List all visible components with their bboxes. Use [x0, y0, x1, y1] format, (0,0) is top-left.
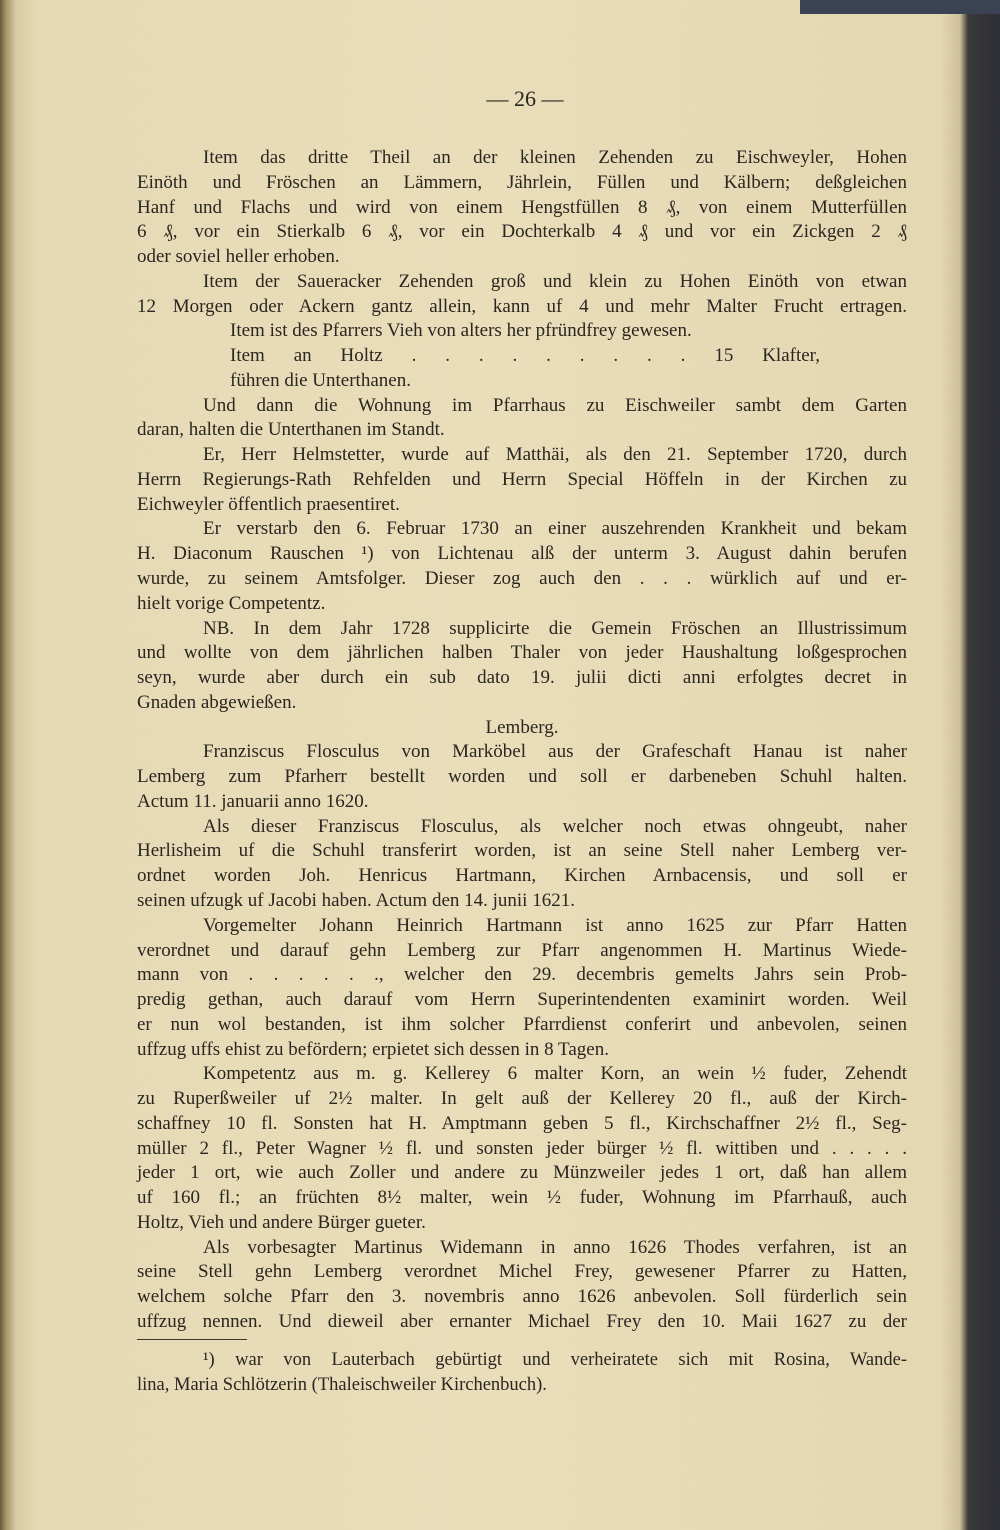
text-line: jeder 1 ort, wie auch Zoller und andere zu Münzweiler jedes 1 ort, daß han allem [137, 1162, 907, 1184]
text-line: predig gethan, auch darauf vom Herrn Superintendenten examinirt worden. Weil [137, 989, 907, 1011]
text-line: mann von . . . . . ., welcher den 29. decembris gemelts Jahrs sein Prob- [137, 964, 907, 986]
text-line: seine Stell gehn Lemberg verordnet Michel Frey, gewesener Pfarrer zu Hatten, [137, 1261, 907, 1283]
text-line: verordnet und darauf gehn Lemberg zur Pfarr angenommen H. Martinus Wiede- [137, 939, 907, 961]
text-line: Item das dritte Theil an der kleinen Zehenden zu Eischweyler, Hohen [203, 147, 907, 168]
text-line: Kompetentz aus m. g. Kellerey 6 malter Korn, an wein ½ fuder, Zehendt [203, 1063, 907, 1085]
text-line: Holtz, Vieh und andere Bürger gueter. [137, 1211, 426, 1233]
text-line: H. Diaconum Rauschen ¹) von Lichtenau alß der unterm 3. August dahin berufen [137, 543, 907, 565]
footnote-rule [137, 1339, 247, 1340]
text-line: seyn, wurde aber durch ein sub dato 19. julii dicti anni erfolgtes decret in [137, 667, 907, 689]
text-line: Er, Herr Helmstetter, wurde auf Matthäi, als den 21. September 1720, durch [203, 444, 907, 466]
text-line: wurde, zu seinem Amtsfolger. Dieser zog auch den . . . würklich auf und er- [137, 568, 907, 590]
text-line: Item ist des Pfarrers Vieh von alters her pfründfrey gewesen. [230, 320, 692, 342]
text-line: Einöth und Fröschen an Lämmern, Jährlein, Füllen und Kälbern; deßgleichen [137, 171, 907, 193]
scan-edge [800, 0, 1000, 14]
text-line: Herlisheim uf die Schuhl transferirt worden, ist an seine Stell naher Lemberg ver- [137, 840, 907, 862]
text-line: Herrn Regierungs-Rath Rehfelden und Herrn Special Höffeln in der Kirchen zu [137, 468, 907, 490]
text-line: daran, halten die Unterthanen im Standt. [137, 419, 445, 441]
text-line: seinen ufzugk uf Jacobi haben. Actum den 14. junii 1621. [137, 889, 575, 911]
text-line: oder soviel heller erhoben. [137, 246, 340, 268]
text-line: Actum 11. januarii anno 1620. [137, 790, 369, 812]
text-line: Vorgemelter Johann Heinrich Hartmann ist anno 1625 zur Pfarr Hatten [203, 914, 907, 936]
text-line: Er verstarb den 6. Februar 1730 an einer auszehrenden Krankheit und bekam [203, 518, 907, 540]
page-number: — 26 — [486, 86, 564, 111]
text-line: und wollte von dem jährlichen halben Thaler von jeder Haushaltung loßgesprochen [137, 642, 907, 664]
text-line: Als vorbesagter Martinus Widemann in anno 1626 Thodes verfahren, ist an [203, 1236, 907, 1258]
text-line: Lemberg zum Pfarherr bestellt worden und soll er darbeneben Schuhl halten. [137, 766, 907, 788]
text-line: Als dieser Franziscus Flosculus, als welcher noch etwas ohngeubt, naher [203, 815, 907, 837]
text-line: Und dann die Wohnung im Pfarrhaus zu Eischweiler sambt dem Garten [203, 394, 907, 416]
text-line: zu Ruperßweiler uf 2½ malter. In gelt auß der Kellerey 20 fl., auß der Kirch- [137, 1088, 907, 1110]
text-line: 6 ₰, vor ein Stierkalb 6 ₰, vor ein Dochterkalb 4 ₰ und vor ein Zickgen 2 ₰ [137, 221, 907, 243]
text-line: 12 Morgen oder Ackern gantz allein, kann uf 4 und mehr Malter Frucht ertragen. [137, 295, 907, 317]
footnote-line: ¹) war von Lauterbach gebürtigt und verheiratete sich mit Rosina, Wande- [203, 1350, 907, 1370]
text-line: müller 2 fl., Peter Wagner ½ fl. und sonsten jeder bürger ½ fl. wittiben und . . . . . [137, 1137, 907, 1159]
footnote-line: lina, Maria Schlötzerin (Thaleischweiler Kirchenbuch). [137, 1374, 547, 1395]
text-line: führen die Unterthanen. [230, 369, 411, 391]
text-line: Item an Holtz . . . . . . . . . 15 Klafter, [230, 345, 820, 367]
text-line: NB. In dem Jahr 1728 supplicirte die Gemein Fröschen an Illustrissimum [203, 617, 907, 639]
text-line: hielt vorige Competentz. [137, 592, 326, 614]
text-line: Gnaden abgewießen. [137, 691, 297, 713]
text-line: uf 160 fl.; an früchten 8½ malter, wein ½ fuder, Wohnung im Pfarrhauß, auch [137, 1187, 907, 1209]
footnote [137, 1348, 907, 1398]
text-line: Franziscus Flosculus von Marköbel aus der Grafeschaft Hanau ist naher [203, 741, 907, 763]
text-line: schaffney 10 fl. Sonsten hat H. Amptmann geben 5 fl., Kirchschaffner 2½ fl., Seg- [137, 1112, 907, 1134]
text-line: ordnet worden Joh. Henricus Hartmann, Kirchen Arnbacensis, und soll er [137, 865, 907, 887]
section-heading: Lemberg. [485, 716, 559, 738]
text-line: uffzug nennen. Und dieweil aber ernanter Michael Frey den 10. Maii 1627 zu der [137, 1310, 907, 1332]
text-line: welchem solche Pfarr den 3. novembris anno 1626 anbevolen. Soll fürderlich sein [137, 1286, 907, 1308]
text-line: Item der Saueracker Zehenden groß und klein zu Hohen Einöth von etwan [203, 270, 907, 292]
text-line: er nun wol bestanden, ist ihm solcher Pfarrdienst conferirt und anbevolen, seinen [137, 1013, 907, 1035]
text-line: Hanf und Flachs und wird von einem Hengstfüllen 8 ₰, von einem Mutterfüllen [137, 196, 907, 218]
text-line: uffzug uffs ehist zu befördern; erpietet sich dessen in 8 Tagen. [137, 1038, 609, 1060]
text-line: Eichweyler öffentlich praesentiret. [137, 493, 400, 515]
body-text [137, 146, 907, 1335]
